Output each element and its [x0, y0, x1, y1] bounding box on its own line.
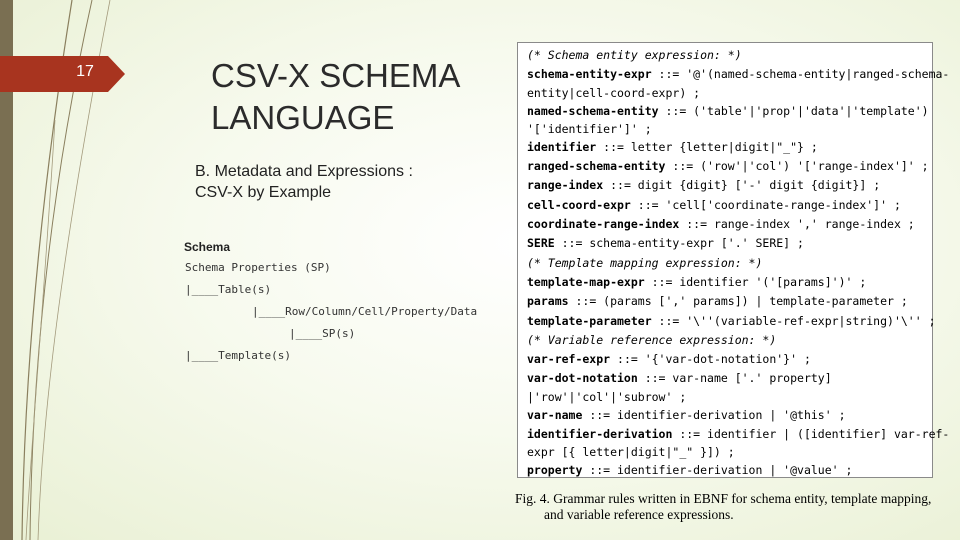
schema-tree-item: |____Table(s)	[185, 283, 272, 296]
grammar-rule-body: ::= '\''(variable-ref-expr|string)'\'' ;	[651, 313, 936, 328]
grammar-rule-name: var-ref-expr	[527, 352, 611, 367]
grammar-rule-line	[527, 273, 927, 292]
grammar-comment: (* Schema entity expression: *)	[527, 48, 742, 62]
grammar-rule-line	[527, 234, 927, 253]
grammar-rule-name: template-map-expr	[527, 274, 645, 289]
schema-tree-item: |____SP(s)	[289, 327, 356, 340]
grammar-rule-name: coordinate-range-index	[527, 217, 680, 232]
schema-tree-item: |____Template(s)	[185, 349, 291, 362]
grammar-rules	[527, 46, 950, 481]
grammar-rule-line	[527, 176, 927, 195]
grammar-rule-line	[527, 215, 927, 234]
grammar-rule-line: '['identifier']' ;	[527, 121, 652, 136]
grammar-rule-body: ::= identifier '('[params]')' ;	[644, 274, 867, 289]
grammar-rule-name: SERE	[527, 236, 555, 251]
grammar-rule-line: |'row'|'col'|'subrow' ;	[527, 389, 687, 404]
grammar-rule-body: ::= range-index ',' range-index ;	[679, 217, 915, 232]
grammar-rule-body: ::= var-name ['.' property]	[637, 371, 832, 386]
grammar-rule-body: ::= ('row'|'col') '['range-index']' ;	[665, 159, 929, 174]
grammar-rule-body: ::= schema-entity-expr ['.' SERE] ;	[554, 236, 804, 251]
grammar-rule-body: ::= identifier | ([identifier] var-ref-	[672, 427, 950, 442]
grammar-rule-name: identifier-derivation	[527, 427, 673, 442]
grammar-rule-name: cell-coord-expr	[527, 197, 631, 212]
grammar-rule-body: ::= 'cell['coordinate-range-index']' ;	[630, 197, 901, 212]
grammar-rule-body: ::= identifier-derivation | '@value' ;	[582, 463, 853, 478]
grammar-comment: (* Template mapping expression: *)	[527, 255, 763, 270]
grammar-rule-name: identifier	[527, 139, 597, 154]
slide-number: 17	[76, 63, 94, 80]
grammar-rule-line	[527, 369, 927, 388]
slide-title	[211, 55, 501, 139]
figure-caption	[515, 491, 940, 523]
slide-subtitle-line-2: CSV-X by Example	[195, 184, 332, 201]
grammar-rule-name: ranged-schema-entity	[527, 159, 666, 174]
grammar-comment: (* Variable reference expression: *)	[527, 332, 777, 347]
grammar-rule-line	[527, 157, 927, 176]
schema-tree-item: |____Row/Column/Cell/Property/Data	[252, 305, 478, 318]
slide-title-line-1: CSV-X SCHEMA	[211, 57, 461, 94]
grammar-rule-line: expr [{ letter|digit|"_" }]) ;	[527, 445, 735, 460]
grammar-rule-line	[527, 425, 950, 444]
grammar-rule-line	[527, 292, 927, 311]
grammar-rule-body: ::= (params [',' params]) | template-parameter ;	[568, 294, 908, 309]
grammar-rule-name: template-parameter	[527, 313, 652, 328]
grammar-rule-line	[527, 196, 927, 215]
grammar-rule-line	[527, 65, 950, 84]
slide-subtitle	[195, 161, 495, 203]
grammar-rule-body: ::= identifier-derivation | '@this' ;	[582, 407, 846, 422]
grammar-rule-name: var-name	[527, 407, 583, 422]
grammar-rule-name: var-dot-notation	[527, 371, 638, 386]
grammar-rule-line: entity|cell-coord-expr) ;	[527, 85, 701, 100]
grammar-rule-name: property	[527, 463, 583, 478]
grammar-rule-body: ::= letter {letter|digit|"_"} ;	[596, 139, 818, 154]
schema-tree-item: Schema Properties (SP)	[185, 261, 331, 274]
grammar-rule-name: params	[527, 294, 569, 309]
grammar-rule-name: schema-entity-expr	[527, 67, 652, 82]
grammar-rule-line	[527, 312, 936, 331]
grammar-rule-name: named-schema-entity	[527, 103, 659, 118]
grammar-rule-body: ::= digit {digit} ['-' digit {digit}] ;	[603, 178, 881, 193]
grammar-rule-line	[527, 406, 927, 425]
figure-caption-line-1: Fig. 4. Grammar rules written in EBNF for schema entity, template mapping,	[515, 491, 932, 506]
grammar-rule-body: ::= '{'var-dot-notation'}' ;	[610, 352, 811, 367]
grammar-rule-line	[527, 461, 927, 480]
figure-caption-line-2: and variable reference expressions.	[544, 507, 734, 522]
slide-title-line-2: LANGUAGE	[211, 99, 395, 136]
schema-heading: Schema	[184, 240, 231, 254]
grammar-rule-line	[527, 138, 927, 157]
grammar-rule-line	[527, 350, 927, 369]
grammar-rule-body: ::= ('table'|'prop'|'data'|'template')	[658, 103, 929, 118]
grammar-rule-name: range-index	[527, 178, 604, 193]
slide-subtitle-line-1: B. Metadata and Expressions :	[195, 163, 413, 180]
grammar-rule-body: ::= '@'(named-schema-entity|ranged-schema-	[651, 67, 950, 82]
grammar-rule-line	[527, 102, 927, 121]
